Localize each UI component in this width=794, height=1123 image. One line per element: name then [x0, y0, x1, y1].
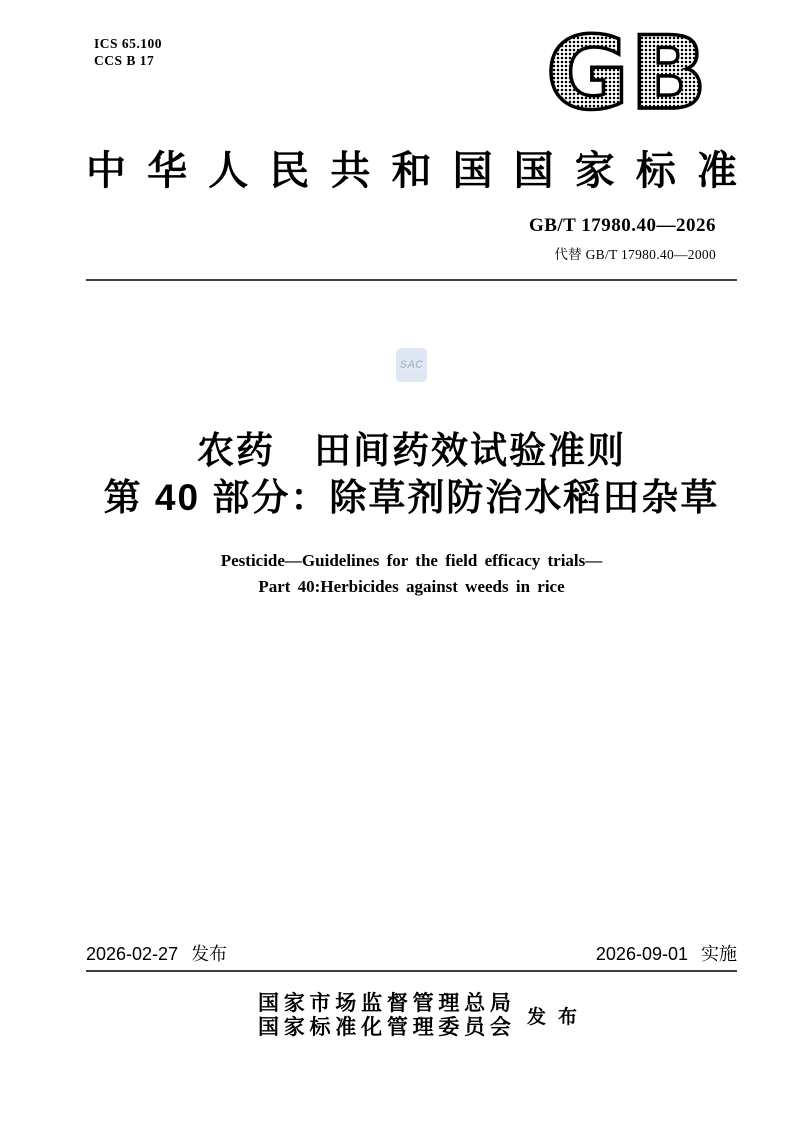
standard-number-block — [86, 215, 716, 263]
national-standard-heading: 中 华 人 民 共 和 国 国 家 标 准 — [86, 148, 737, 193]
implement-date-label: 实施 — [701, 944, 737, 964]
title-english-line2: Part 40:Herbicides against weeds in rice — [258, 577, 565, 596]
title-english — [86, 548, 737, 600]
issuers-block — [258, 992, 589, 1039]
classification-codes — [94, 35, 162, 69]
header-rule — [86, 279, 737, 281]
title-chinese-line2: 第 40 部分：除草剂防治水稻田杂草 — [103, 477, 720, 518]
issuer-line1: 国 家 市 场 监 督 管 理 总 局 — [258, 991, 511, 1015]
dates-row — [86, 943, 737, 965]
ics-code: ICS 65.100 — [94, 36, 163, 51]
footer-rule — [86, 970, 737, 972]
publish-label: 发布 — [527, 1007, 590, 1028]
issue-date-label: 发布 — [191, 944, 228, 964]
issue-date-block — [86, 943, 227, 965]
gb-logo: GB — [544, 28, 710, 118]
implement-date-block — [596, 943, 737, 965]
implement-date: 2026-09-01 — [595, 944, 688, 964]
ccs-code: CCS B 17 — [94, 53, 155, 68]
issuer-names — [258, 992, 511, 1039]
issuer-line2: 国 家 标 准 化 管 理 委 员 会 — [258, 1014, 511, 1039]
title-chinese — [86, 427, 737, 521]
sac-watermark: SAC — [396, 348, 427, 382]
standard-number: GB/T 17980.40—2026 — [528, 215, 716, 236]
issue-date: 2026-02-27 — [86, 944, 179, 964]
title-english-line1: Pesticide—Guidelines for the field efficacy trials— — [220, 551, 603, 570]
replaces-note: 代替 GB/T 17980.40—2000 — [554, 247, 716, 262]
title-chinese-line1: 农药 田间药效试验准则 — [197, 430, 626, 471]
